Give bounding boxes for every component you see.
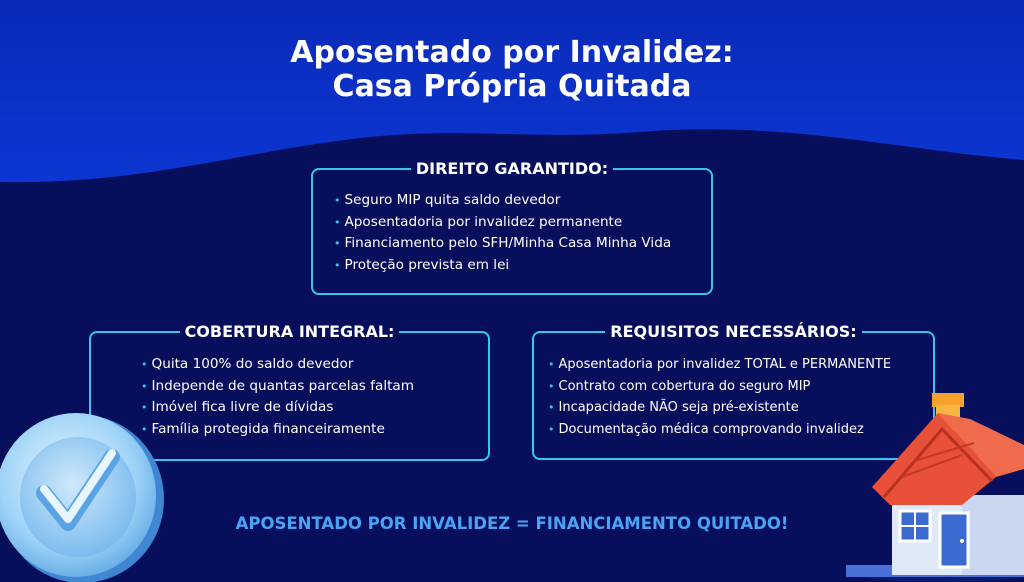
list-item: • Contrato com cobertura do seguro MIP	[548, 376, 891, 398]
house-icon	[842, 385, 1024, 582]
direito-garantido-list	[334, 190, 671, 276]
page-title-line2: Casa Própria Quitada	[332, 69, 692, 104]
list-item: • Proteção prevista em lei	[334, 255, 671, 277]
list-item: • Família protegida financeiramente	[141, 419, 414, 441]
requisitos-necessarios-list	[548, 354, 891, 440]
list-item: • Imóvel fica livre de dívidas	[141, 397, 414, 419]
checkmark-badge-icon	[0, 395, 170, 582]
footer-tagline: APOSENTADO POR INVALIDEZ = FINANCIAMENTO QUITADO!	[235, 514, 789, 533]
direito-garantido-box	[311, 159, 713, 295]
list-item: • Financiamento pelo SFH/Minha Casa Minha Vida	[334, 233, 671, 255]
requisitos-necessarios-heading: REQUISITOS NECESSÁRIOS:	[605, 321, 861, 343]
list-item: • Quita 100% do saldo devedor	[141, 354, 414, 376]
page-title-line1: Aposentado por Invalidez:	[290, 35, 734, 70]
list-item: • Aposentadoria por invalidez TOTAL e PERMANENTE	[548, 354, 891, 376]
list-item: • Documentação médica comprovando invalidez	[548, 419, 891, 441]
direito-garantido-heading: DIREITO GARANTIDO:	[411, 158, 613, 180]
list-item: • Independe de quantas parcelas faltam	[141, 376, 414, 398]
list-item: • Aposentadoria por invalidez permanente	[334, 212, 671, 234]
cobertura-integral-list	[141, 354, 414, 440]
page-title	[0, 36, 1024, 104]
list-item: • Seguro MIP quita saldo devedor	[334, 190, 671, 212]
list-item: • Incapacidade NÃO seja pré-existente	[548, 397, 891, 419]
cobertura-integral-heading: COBERTURA INTEGRAL:	[180, 321, 400, 343]
